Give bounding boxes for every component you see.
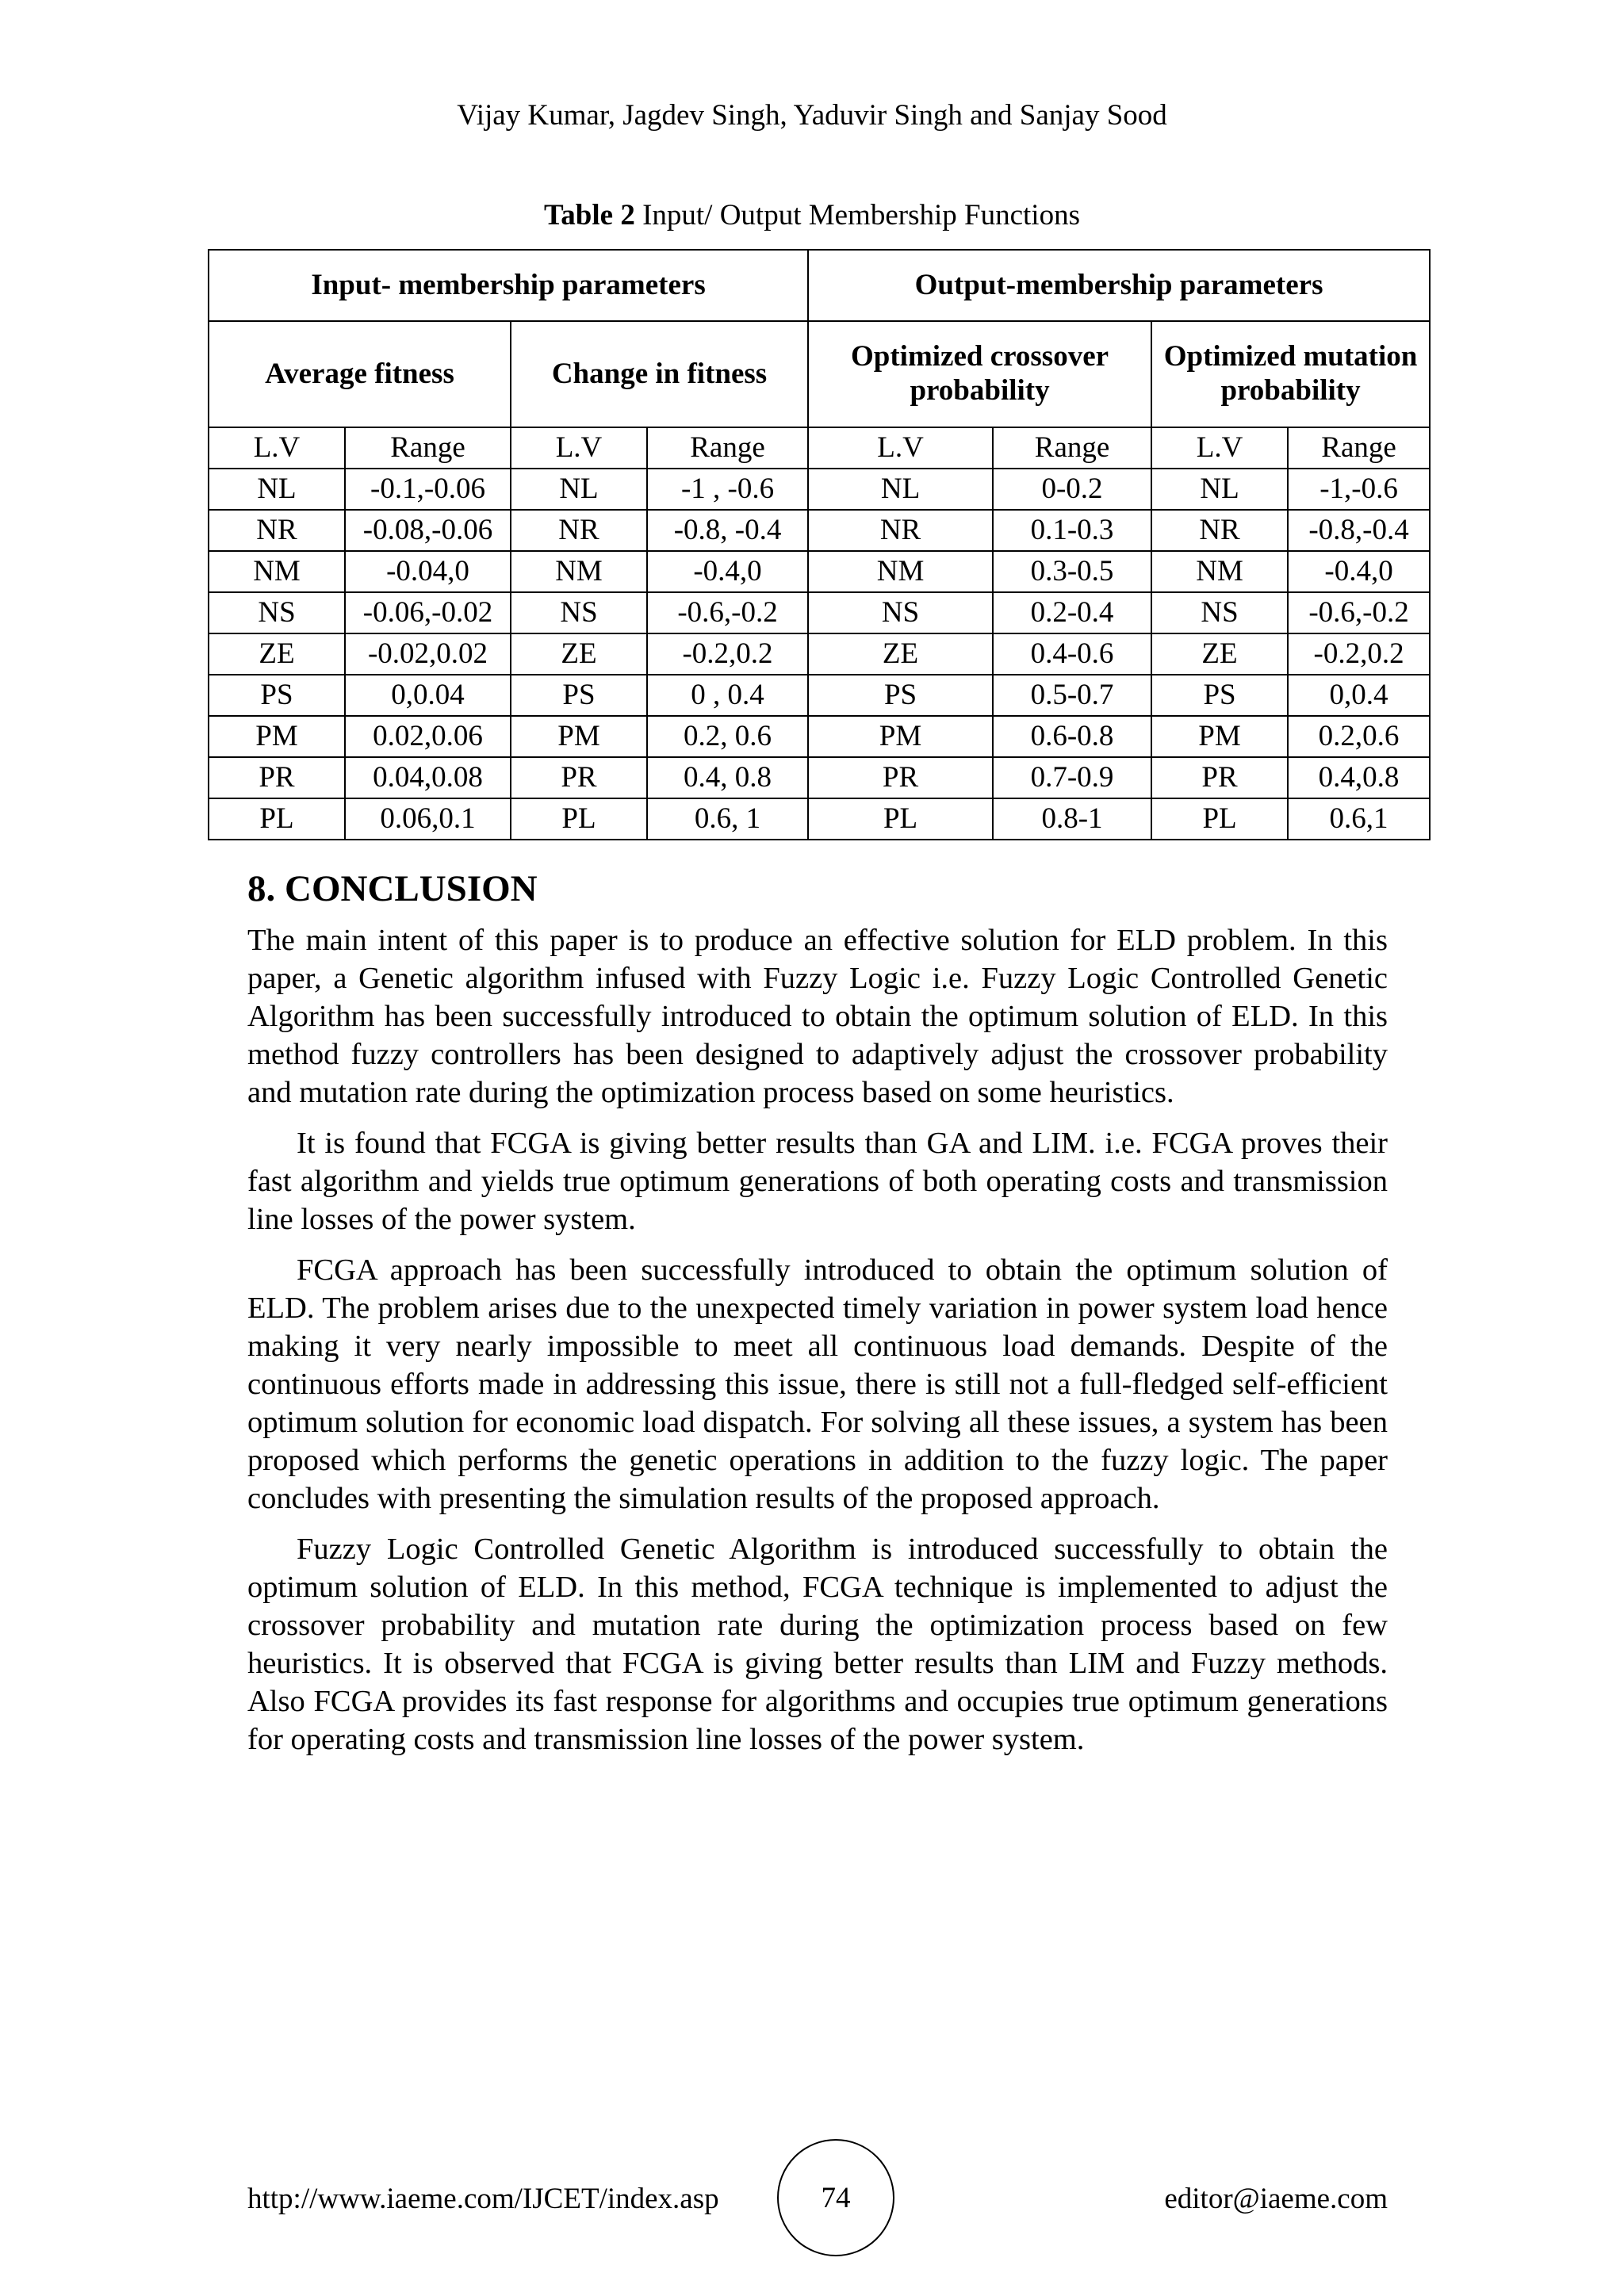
input-membership-header: Input- membership parameters (209, 250, 808, 321)
table-cell: 0.2-0.4 (993, 592, 1151, 633)
table-cell: PL (209, 798, 345, 840)
change-fitness-header: Change in fitness (511, 321, 808, 427)
table-cell: 0.8-1 (993, 798, 1151, 840)
column-header: Range (345, 427, 511, 469)
table-cell: 0.2, 0.6 (647, 716, 808, 757)
table-cell: 0.4-0.6 (993, 633, 1151, 675)
table-caption-text: Input/ Output Membership Functions (634, 199, 1080, 232)
table-cell: ZE (808, 633, 993, 675)
table-cell: NR (1151, 510, 1288, 551)
paragraph: Fuzzy Logic Controlled Genetic Algorithm is introduced successfully to obtain the optimum solution of ELD. In this method, FCGA technique is implemented to adjust the crossover probability and mutation rate during the optimization process based on few heuristics. It is observed that FCGA is giving better results than LIM and Fuzzy methods. Also FCGA provides its fast response for algorithms and occupies true optimum generations for operating costs and transmission line losses of the power system. (247, 1533, 1388, 1756)
column-header: L.V (511, 427, 647, 469)
membership-functions-table (208, 249, 1431, 840)
table-cell: PR (1151, 757, 1288, 798)
table-cell: 0.04,0.08 (345, 757, 511, 798)
table-cell: NL (1151, 469, 1288, 510)
table-cell: PS (1151, 675, 1288, 716)
sub-header-row (209, 321, 1430, 427)
table-cell: -0.6,-0.2 (647, 592, 808, 633)
column-header: Range (1288, 427, 1430, 469)
table-cell: -1 , -0.6 (647, 469, 808, 510)
output-membership-header: Output-membership parameters (808, 250, 1430, 321)
table-row (209, 798, 1430, 840)
table-cell: -0.1,-0.06 (345, 469, 511, 510)
table-cell: PS (808, 675, 993, 716)
table-row (209, 675, 1430, 716)
table-cell: PS (209, 675, 345, 716)
table-cell: PR (808, 757, 993, 798)
running-header: Vijay Kumar, Jagdev Singh, Yaduvir Singh and Sanjay Sood (457, 99, 1167, 132)
table-cell: PL (808, 798, 993, 840)
table-row (209, 551, 1430, 592)
table-cell: -0.04,0 (345, 551, 511, 592)
table-cell: -0.8, -0.4 (647, 510, 808, 551)
table-cell: PM (808, 716, 993, 757)
column-header: L.V (808, 427, 993, 469)
group-header-row (209, 250, 1430, 321)
footer-email: editor@iaeme.com (1164, 2183, 1388, 2215)
table-cell: NR (209, 510, 345, 551)
table-cell: PR (511, 757, 647, 798)
table-cell: -0.02,0.02 (345, 633, 511, 675)
table-row (209, 510, 1430, 551)
table-cell: 0.6-0.8 (993, 716, 1151, 757)
table-cell: 0.6, 1 (647, 798, 808, 840)
paragraph: FCGA approach has been successfully introduced to obtain the optimum solution of ELD. The problem arises due to the unexpected timely variation in power system load hence making it very nearly impossible to meet all continuous load demands. Despite of the continuous efforts made in addressing this issue, there is still not a full-fledged self-efficient optimum solution for economic load dispatch. For solving all these issues, a system has been proposed which performs the genetic operations in addition to the fuzzy logic. The paper concludes with presenting the simulation results of the proposed approach. (247, 1253, 1388, 1515)
table-cell: PM (1151, 716, 1288, 757)
table-row (209, 469, 1430, 510)
paragraph: The main intent of this paper is to produce an effective solution for ELD problem. In this paper, a Genetic algorithm infused with Fuzzy Logic i.e. Fuzzy Logic Controlled Genetic Algorithm has been successfully introduced to obtain the optimum solution of ELD. In this method fuzzy controllers has been designed to adaptively adjust the crossover probability and mutation rate during the optimization process based on some heuristics. (247, 924, 1388, 1109)
table-cell: NM (511, 551, 647, 592)
table-cell: -0.4,0 (647, 551, 808, 592)
table-cell: 0.1-0.3 (993, 510, 1151, 551)
table-cell: NS (209, 592, 345, 633)
table-cell: -0.06,-0.02 (345, 592, 511, 633)
table-cell: NL (511, 469, 647, 510)
table-cell: NS (1151, 592, 1288, 633)
average-fitness-header: Average fitness (209, 321, 511, 427)
table-row (209, 757, 1430, 798)
table-cell: ZE (1151, 633, 1288, 675)
table-cell: 0.4,0.8 (1288, 757, 1430, 798)
paragraph: It is found that FCGA is giving better results than GA and LIM. i.e. FCGA proves their fast algorithm and yields true optimum generations of both operating costs and transmission line losses of the power system. (247, 1127, 1388, 1236)
table-row (209, 716, 1430, 757)
table-cell: -1,-0.6 (1288, 469, 1430, 510)
conclusion-body (247, 921, 1388, 1771)
table-cell: PL (511, 798, 647, 840)
table-cell: NM (1151, 551, 1288, 592)
column-header-row (209, 427, 1430, 469)
table-cell: 0.5-0.7 (993, 675, 1151, 716)
table-cell: NL (209, 469, 345, 510)
table-cell: -0.6,-0.2 (1288, 592, 1430, 633)
mutation-probability-header: Optimized mutation probability (1151, 321, 1430, 427)
table-cell: ZE (511, 633, 647, 675)
table-cell: -0.2,0.2 (647, 633, 808, 675)
table-cell: 0.7-0.9 (993, 757, 1151, 798)
footer-url: http://www.iaeme.com/IJCET/index.asp (247, 2183, 719, 2215)
crossover-probability-header: Optimized crossover probability (808, 321, 1151, 427)
table-cell: NL (808, 469, 993, 510)
table-cell: 0.2,0.6 (1288, 716, 1430, 757)
table-cell: PM (209, 716, 345, 757)
section-heading: 8. CONCLUSION (247, 868, 538, 909)
table-cell: NM (808, 551, 993, 592)
table-cell: -0.2,0.2 (1288, 633, 1430, 675)
table-cell: -0.4,0 (1288, 551, 1430, 592)
table-cell: -0.8,-0.4 (1288, 510, 1430, 551)
table-cell: 0.06,0.1 (345, 798, 511, 840)
table-cell: NR (808, 510, 993, 551)
table-cell: NS (511, 592, 647, 633)
column-header: Range (993, 427, 1151, 469)
table-cell: NM (209, 551, 345, 592)
table-row (209, 592, 1430, 633)
column-header: Range (647, 427, 808, 469)
table-cell: 0-0.2 (993, 469, 1151, 510)
table-cell: 0.6,1 (1288, 798, 1430, 840)
table-cell: ZE (209, 633, 345, 675)
table-cell: PL (1151, 798, 1288, 840)
table-cell: NS (808, 592, 993, 633)
table-cell: PM (511, 716, 647, 757)
table-cell: 0 , 0.4 (647, 675, 808, 716)
table-cell: 0.02,0.06 (345, 716, 511, 757)
table-cell: PR (209, 757, 345, 798)
column-header: L.V (209, 427, 345, 469)
page-number: 74 (777, 2139, 894, 2256)
table-cell: 0,0.04 (345, 675, 511, 716)
column-header: L.V (1151, 427, 1288, 469)
table-caption (0, 198, 1624, 232)
table-cell: -0.08,-0.06 (345, 510, 511, 551)
table-cell: 0,0.4 (1288, 675, 1430, 716)
table-cell: NR (511, 510, 647, 551)
table-cell: PS (511, 675, 647, 716)
table-cell: 0.4, 0.8 (647, 757, 808, 798)
table-row (209, 633, 1430, 675)
table-caption-label: Table 2 (544, 199, 635, 232)
table-cell: 0.3-0.5 (993, 551, 1151, 592)
